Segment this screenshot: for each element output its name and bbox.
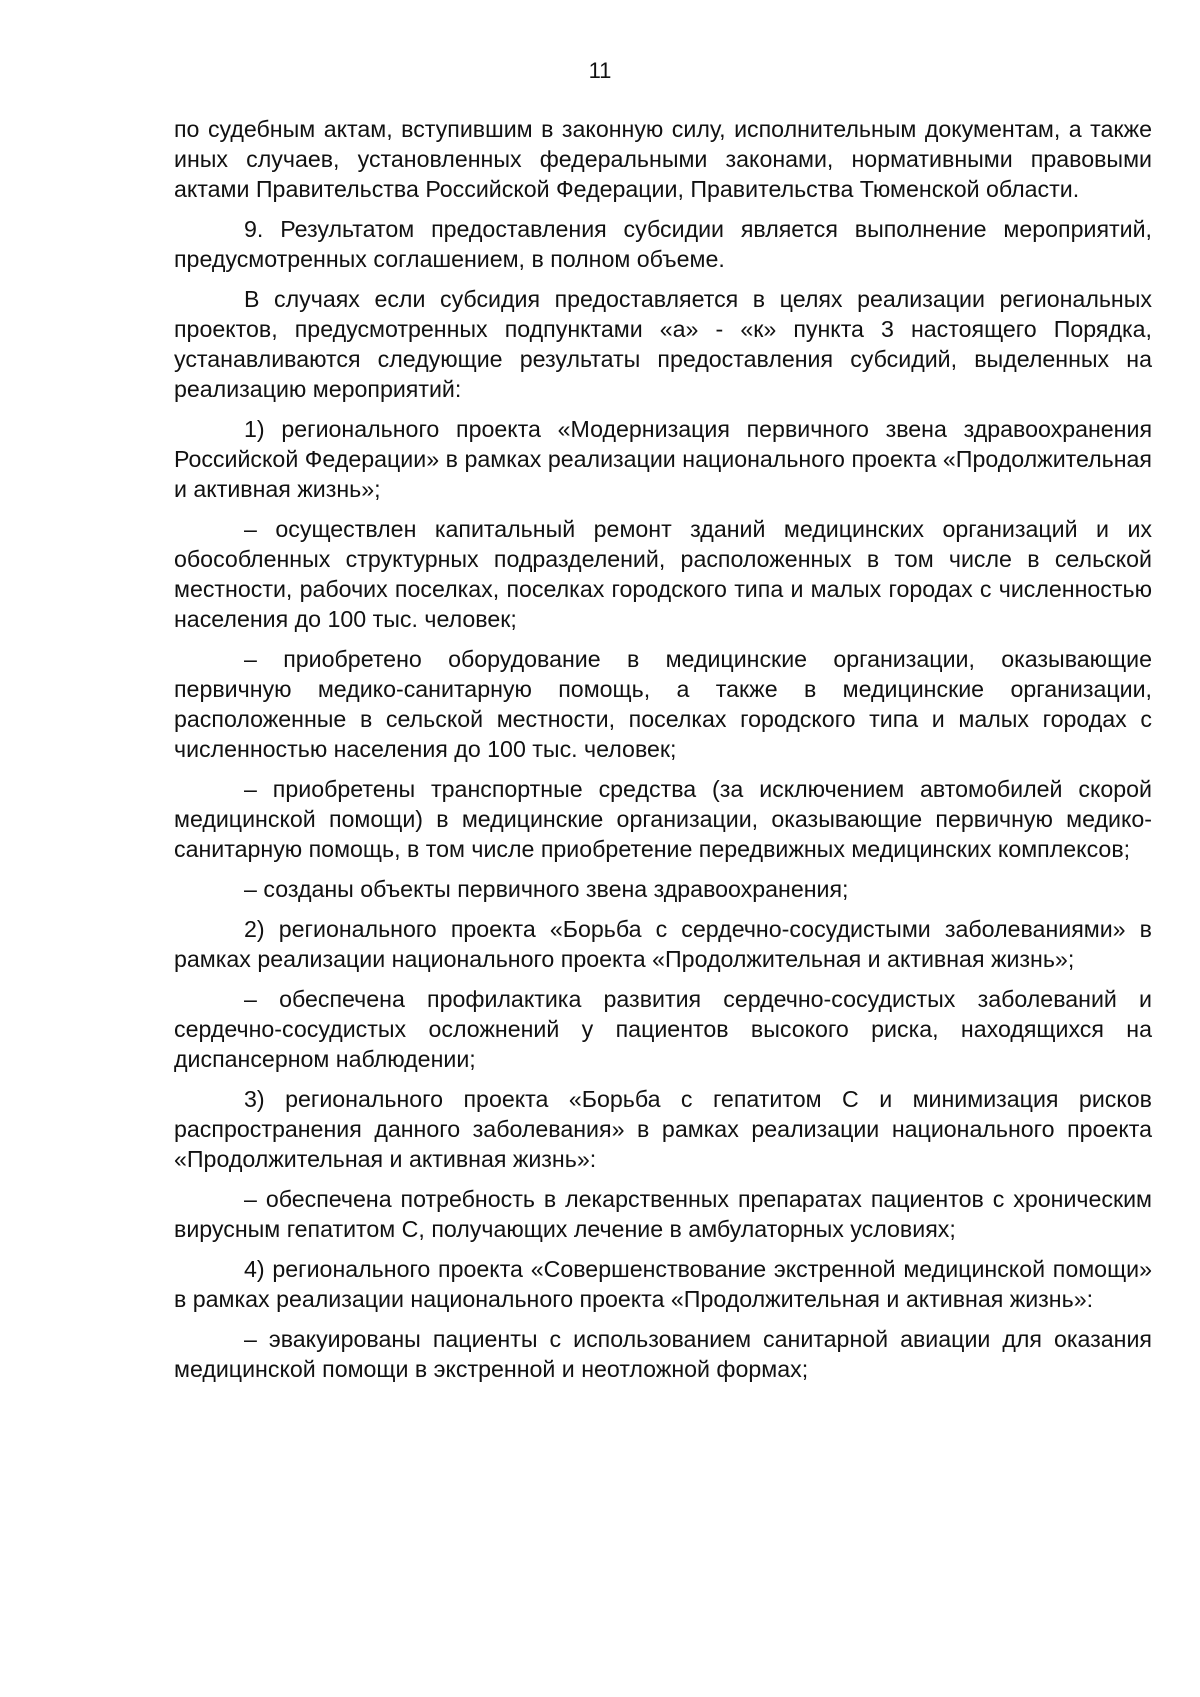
list-item: – обеспечена потребность в лекарственных препаратах пациентов с хроническим вирусным гепатитом С, получающих лечение в амбулаторных условиях; <box>174 1186 1152 1242</box>
list-item: – приобретены транспортные средства (за исключением автомобилей скорой медицинской помощи) в медицинские организации, оказывающие первичную медико-санитарную помощь, в том числе приобретение передвижных медицинских комплексов; <box>174 776 1152 862</box>
paragraph-continuation: по судебным актам, вступившим в законную силу, исполнительным документам, а также иных случаев, установленных федеральными законами, нормативными правовыми актами Правительства Российской Федерации, Правительства Тюменской области. <box>174 116 1152 202</box>
list-item: – созданы объекты первичного звена здравоохранения; <box>244 876 849 902</box>
list-item: – эвакуированы пациенты с использованием санитарной авиации для оказания медицинской помощи в экстренной и неотложной формах; <box>174 1326 1152 1382</box>
paragraph-item-9: 9. Результатом предоставления субсидии является выполнение мероприятий, предусмотренных соглашением, в полном объеме. <box>174 216 1152 272</box>
list-item: – осуществлен капитальный ремонт зданий медицинских организаций и их обособленных структурных подразделений, расположенных в том числе в сельской местности, рабочих поселках, поселках городского типа и малых городах с численностью населения до 100 тыс. человек; <box>174 516 1152 632</box>
paragraph-project-1: 1) регионального проекта «Модернизация первичного звена здравоохранения Российской Федерации» в рамках реализации национального проекта «Продолжительная и активная жизнь»; <box>174 416 1152 502</box>
paragraph-project-3: 3) регионального проекта «Борьба с гепатитом С и минимизация рисков распространения данного заболевания» в рамках реализации национального проекта «Продолжительная и активная жизнь»: <box>174 1086 1152 1172</box>
page-number: 11 <box>588 58 612 83</box>
list-item: – приобретено оборудование в медицинские организации, оказывающие первичную медико-санитарную помощь, а также в медицинские организации, расположенные в сельской местности, поселках городского типа и малых городах с численностью населения до 100 тыс. человек; <box>174 646 1152 762</box>
paragraph-regional-projects: В случаях если субсидия предоставляется в целях реализации региональных проектов, предусмотренных подпунктами «а» - «к» пункта 3 настоящего Порядка, устанавливаются следующие результаты предоставления субсидий, выделенных на реализацию мероприятий: <box>174 286 1152 402</box>
paragraph-project-4: 4) регионального проекта «Совершенствование экстренной медицинской помощи» в рамках реализации национального проекта «Продолжительная и активная жизнь»: <box>174 1256 1152 1312</box>
list-item: – обеспечена профилактика развития сердечно-сосудистых заболеваний и сердечно-сосудистых осложнений у пациентов высокого риска, находящихся на диспансерном наблюдении; <box>174 986 1152 1072</box>
paragraph-project-2: 2) регионального проекта «Борьба с сердечно-сосудистыми заболеваниями» в рамках реализации национального проекта «Продолжительная и активная жизнь»; <box>174 916 1152 972</box>
document-body <box>174 114 1152 1394</box>
